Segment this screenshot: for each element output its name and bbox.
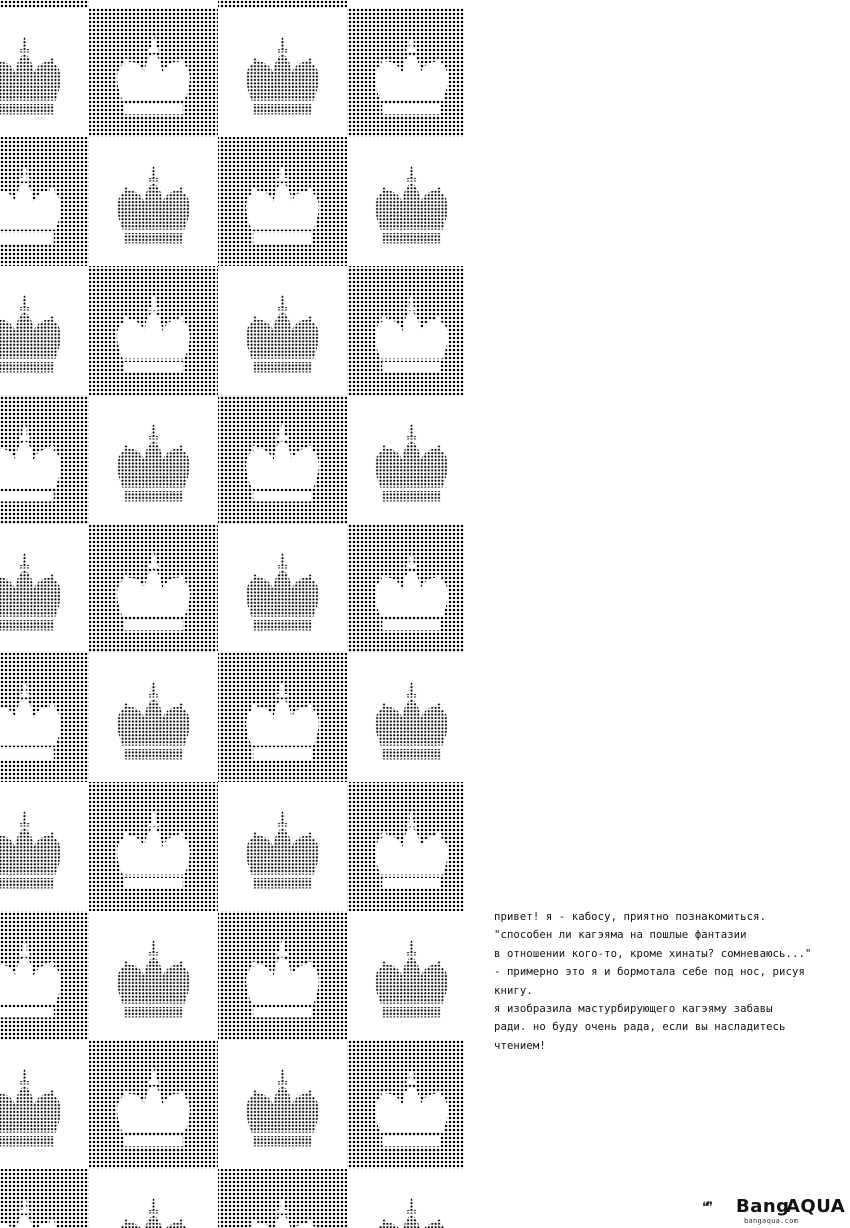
- dotted-cell: [218, 0, 347, 8]
- plain-cell: [89, 0, 218, 8]
- dotted-cell: [0, 1169, 89, 1228]
- scanlator-watermark: [702, 1196, 848, 1226]
- author-note-line: "способен ли кагэяма на пошлые фантазии: [494, 929, 747, 942]
- plain-cell: [347, 1169, 464, 1228]
- watermark-brand: Bang: [736, 1196, 790, 1217]
- author-note: [494, 908, 844, 1055]
- watermark-suffix: AQUA: [786, 1196, 846, 1217]
- author-note-line: в отношении кого-то, кроме хинаты? сомневаюсь...": [494, 947, 812, 960]
- plain-cell: [347, 0, 464, 8]
- wings-icon: ❝❞: [702, 1200, 710, 1215]
- author-note-line: я изобразила мастурбирующего кагэяму забавы: [494, 1003, 773, 1016]
- watermark-domain: bangaqua.com: [744, 1217, 799, 1225]
- author-note-line: чтением!: [494, 1039, 546, 1052]
- dotted-cell: [0, 0, 89, 8]
- author-note-line: - примерно это я и бормотала себе под нос, рисуя: [494, 966, 805, 979]
- author-note-line: книгу.: [494, 984, 533, 997]
- author-note-line: ради. но буду очень рада, если вы насладитесь: [494, 1021, 786, 1034]
- author-note-line: привет! я - кабосу, приятно познакомиться.: [494, 911, 767, 923]
